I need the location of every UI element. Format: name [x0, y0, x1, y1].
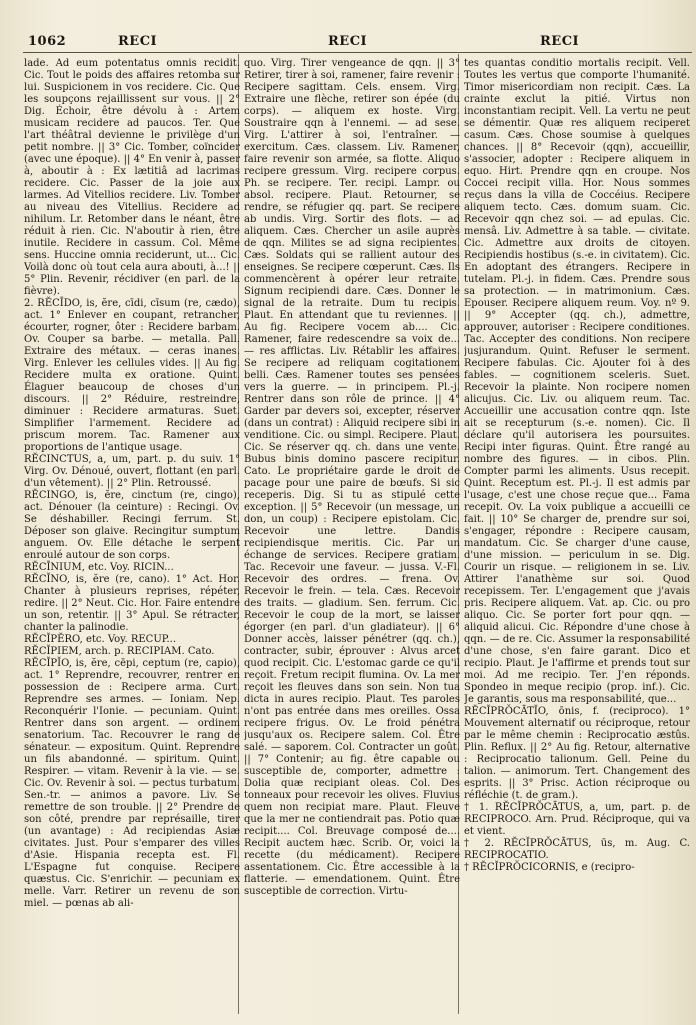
entry: † 2. RĔCĬPRŎCĀTUS, ūs, m. Aug. C. RECIPROCATIO. — [464, 838, 690, 861]
column-right — [464, 58, 690, 1016]
entry: RĔCĬNO, is, ĕre (re, cano). 1° Act. Hor. Chanter à plusieurs reprises, répéter, redire. || 2° Neut. Cic. Hor. Faire entendre un son, retentir. || 3° Apul. Se rétracter, chanter la palinodie. — [24, 574, 240, 633]
running-head-right: RECI — [540, 34, 580, 49]
entry: RĔCĬPRŎCĀTĬO, ōnis, f. (reciproco). 1° Mouvement alternatif ou réciproque, retour par le même chemin : Reciprocatio æstûs. Plin. Reflux. || 2° Au fig. Retour, alternative : Reciprocatio talionum. Gell. Peine du talion. — animorum. Tert. Changement des esprits. || 3° Prisc. Action réciproque ou réfléchie (t. de gram.). — [464, 706, 690, 801]
entry: RĔCĬPĔRO, etc. Voy. RECUP... — [24, 634, 177, 645]
column-left — [24, 58, 240, 1016]
entry: RĔCINGO, is, ĕre, cinctum (re, cingo), act. Dénouer (la ceinture) : Recingi. Ov. Se déshabiller. Recingi ferrum. St. Déposer son glaive. Recingitur sumptum anguem. Ov. Elle détache le serpent enroulé autour de son corps. — [24, 490, 240, 561]
running-head-left: RECI — [118, 34, 158, 49]
running-head-center: RECI — [328, 34, 368, 49]
entry: 2. RĔCĪDO, is, ĕre, cīdi, cīsum (re, cædo), act. 1° Enlever en coupant, retrancher, écourter, rogner, ôter : Recidere barbam. Ov. Couper sa barbe. — metalla. Pall. Extraire des métaux. — ceras inanes. Virg. Enlever les cellules vides. || Au fig. Recidere multa ex oratione. Quint. Élaguer beaucoup de choses d'un discours. || 2° Réduire, restreindre, diminuer : Recidere armaturas. Suet. Simplifier l'armement. Recidere ad priscum morem. Tac. Ramener aux proportions de l'antique usage. — [24, 298, 240, 453]
entry: † 1. RĔCĬPRŎCĀTUS, a, um, part. p. de RECIPROCO. Arn. Prud. Réciproque, qui va et vient. — [464, 802, 690, 837]
entry: RĔCĬPĬO, is, ĕre, cēpi, ceptum (re, capio), act. 1° Reprendre, recouvrer, rentrer en possession de : Recipere arma. Curt. Reprendre ses armes. — Ioniam. Nep. Reconquérir l'Ionie. — pecuniam. Quint. Rentrer dans son argent. — ordinem senatorium. Tac. Recouvrer le rang de sénateur. — expositum. Quint. Reprendre un fils abandonné. — spiritum. Quint. Respirer. — vitam. Revenir à la vie. — se. Cic. Ov. Revenir à soi. — pectus turbatum. Sen.-tr. — animos a pavore. Liv. Se remettre de son trouble. || 2° Prendre de son côté, prendre par représaille, tirer (un avantage) : Ad recipiendas Asiæ civitates. Just. Pour s'emparer des villes d'Asie. Hispania recepta est. Fl. L'Espagne fut conquise. Recipere quæstus. Cic. S'enrichir. — pecuniam ex melle. Varr. Retirer un revenu de son miel. — pœnas ab ali- — [24, 658, 240, 909]
entry: RĔCĬPIEM, arch. p. RECIPIAM. Cato. — [24, 646, 215, 657]
entry: † RĔCĬPRŎCICORNIS, e (recipro- — [464, 862, 635, 873]
entry: RĔCĪNIUM, etc. Voy. RICIN... — [24, 562, 174, 573]
entry: RĔCINCTUS, a, um, part. p. du suiv. 1° Virg. Ov. Dénoué, ouvert, flottant (en parl. d'un vêtement). || 2° Plin. Retroussé. — [24, 454, 240, 489]
header-rule — [23, 52, 692, 53]
page-number: 1062 — [28, 34, 67, 49]
column-center — [244, 58, 460, 1016]
entry: lade. Ad eum potentatus omnis recidit. Cic. Tout le poids des affaires retomba sur lui. Suspicionem in vos recidere. Cic. Que les soupçons rejaillissent sur vous. || 2° Dig. Échoir, être dévolu à : Artem musicam recidere ad paucos. Ter. Que l'art théâtral devienne le privilège d'un petit nombre. || 3° Cic. Tomber, coïncider (avec une époque). || 4° En venir à, passer à, aboutir à : Ex lætitiâ ad lacrimas recidere. Cic. Passer de la joie aux larmes. Ad Vitellios recidere. Liv. Tomber au niveau des Vitellius. Recidere ad nihilum. Lr. Retomber dans le néant, être réduit à rien. Cic. N'aboutir à rien, être inutile. Recidere in cassum. Col. Même sens. Huccine omnia reciderunt, ut... Cic. Voilà donc où tout cela aura abouti, à...! || 5° Plin. Revenir, récidiver (en parl. de la fièvre). — [24, 58, 240, 297]
entry: tes quantas conditio mortalis recipit. Vell. Toutes les vertus que comporte l'humanité. Timor misericordiam non recipit. Cæs. La crainte exclut la pitié. Virtus non inconstantiam recipit. Vell. La vertu ne peut se démentir. Quæ res aliquem reciperet casum. Cæs. Chose soumise à quelques chances. || 8° Recevoir (qqn), accueillir, s'associer, adopter : Recipere aliquem in equo. Hirt. Prendre qqn en croupe. Nos Coccei recipit villa. Hor. Nous sommes reçus dans la villa de Coccéius. Recipere aliquem tecto. Cæs. domum suam. Cic. Recevoir qqn chez soi. — ad epulas. Cic. mensâ. Liv. Admettre à sa table. — civitate. Cic. Admettre aux droits de citoyen. Recipiendis hostibus (s.-e. in civitatem). Cic. En adoptant des étrangers. Recipere in tutelam. Pl.-j. in fidem. Cæs. Prendre sous sa protection. — in matrimonium. Cæs. Epouser. Recipere aliquem reum. Voy. nº 9. || 9° Accepter (qq. ch.), admettre, approuver, autoriser : Recipere conditiones. Tac. Accepter des conditions. Non recipere jusjurandum. Quint. Refuser le serment. Recipere fabulas. Cic. Ajouter foi à des fables. — cognitionem sceleris. Suet. Recevoir la plainte. Non rocipere nomen alicujus. Cic. Liv. ou aliquem reum. Tac. Accueillir une accusation contre qqn. Iste ait se recepturum (s.-e. nomen). Cic. Il déclare qu'il autorisera les poursuites. Recipi inter figuras. Quint. Être rangé au nombre des figures. — in cibos. Plin. Compter parmi les aliments. Usus recepit. Quint. Receptum est. Pl.-j. Il est admis par l'usage, c'est une chose reçue que... Fama recepit. Ov. La voix publique a accueilli ce fait. || 10° Se charger de, prendre sur soi, s'engager, répondre : Recipere causam, mandatum. Cic. Se charger d'une cause, d'une mission. — periculum in se. Dig. Courir un risque. — religionem in se. Liv. Attirer l'anathème sur soi. Quod recepissem. Ter. L'engagement que j'avais pris. Recipere aliquem. Vat. ap. Cic. ou pro aliquo. Cic. Se porter fort pour qqn. — aliquid alicui. Cic. Répondre d'une chose à qqn. — de re. Cic. Assumer la responsabilité d'une chose, s'en faire garant. Dico et recipio. Plaut. Je l'affirme et prends tout sur moi. Ad me recipio. Ter. J'en réponds. Spondeo in meque recipio (prop. inf.). Cic. Je garantis, sous ma responsabilité, que... — [464, 58, 690, 705]
entry: quo. Virg. Tirer vengeance de qqn. || 3° Retirer, tirer à soi, ramener, faire revenir : Recipere sagittam. Cels. ensem. Virg. Extraire une flèche, retirer son épée (du corps). — aliquem ex hoste. Virg. Soustraire qqn à l'ennemi. — ad sese. Virg. L'attirer à soi, l'entraîner. — exercitum. Cæs. classem. Liv. Ramener, faire revenir son armée, sa flotte. Aliquo recipere gressum. Virg. recipere corpus. Ph. se recipere. Ter. recipi. Lampr. ou absol. recipere. Plaut. Retourner, se rendre, se réfugier qq. part. Se recipere ab undis. Virg. Sortir des flots. — ad aliquem. Cæs. Chercher un asile auprès de qqn. Milites se ad signa recipientes. Cæs. Soldats qui se rallient autour des enseignes. Se recipere cœperunt. Cæs. Ils commencèrent à opérer leur retraite. Signum recipiendi dare. Cæs. Donner le signal de la retraite. Dum tu recipis. Plaut. En attendant que tu reviennes. || Au fig. Recipere vocem ab.... Cic. Ramener, faire redescendre sa voix de... — res afflictas. Liv. Rétablir les affaires. Se recipere ad reliquam cogitationem belli. Cæs. Ramener toutes ses pensées vers la guerre. — in principem. Pl.-j. Rentrer dans son rôle de prince. || 4° Garder par devers soi, excepter, réserver (dans un contrat) : Aliquid recipere sibi in venditione. Cic. ou simpl. Recipere. Plaut. Cic. Se réserver qq. ch. dans une vente. Bubus binis domino pascere recipitur. Cato. Le propriétaire garde le droit de pacage pour une paire de bœufs. Si sic receperis. Dig. Si tu as stipulé cette exception. || 5° Recevoir (un message, un don, un coup) : Recipere epistolam. Cic. Recevoir une lettre. Dandis recipiendisque meritis. Cic. Par un échange de services. Recipere gratiam. Tac. Recevoir une faveur. — jussa. V.-Fl. Recevoir des ordres. — frena. Ov. Recevoir le frein. — tela. Cæs. Recevoir des traits. — gladium. Sen. ferrum. Cic. Recevoir le coup de la mort, se laisser égorger (en parl. d'un gladiateur). || 6° Donner accès, laisser pénétrer (qq. ch.), contracter, subir, éprouver : Alvus arcet quod recipit. Cic. L'estomac garde ce qu'il reçoit. Fretum recipit flumina. Ov. La mer reçoit les fleuves dans son sein. Non tua dicta in aures recipio. Plaut. Tes paroles n'ont pas entrée dans mes oreilles. Ossa recipere frigus. Ov. Le froid pénétra jusqu'aux os. Recipere salem. Col. Être salé. — saporem. Col. Contracter un goût. || 7° Contenir; au fig. être capable ou susceptible de, comporter, admettre : Dolia quæ recipiant oleas. Col. Des tonneaux pour recevoir les olives. Fluvius quem non recipiat mare. Plaut. Fleuve que la mer ne contiendrait pas. Potio quæ recipit.... Col. Breuvage composé de.... Recipit auctem hæc. Scrib. Or, voici la recette (du médicament). Recipere assentationem. Cic. Être accessible à la flatterie. — emendationem. Quint. Être susceptible de correction. Virtu- — [244, 58, 460, 897]
